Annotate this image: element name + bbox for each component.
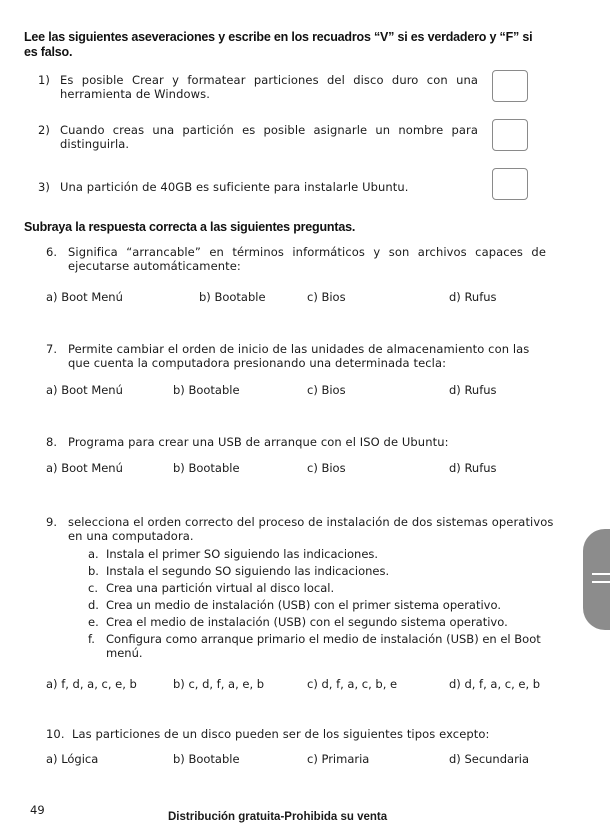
option-b[interactable]: b) c, d, f, a, e, b [173,677,265,691]
option-a[interactable]: a) Lógica [46,752,99,766]
step-text: Crea una partición virtual al disco local. [106,581,335,595]
option-d[interactable]: d) Rufus [449,383,497,397]
step-letter: f. [88,632,95,646]
tf-answer-box-2[interactable] [492,119,528,151]
step-letter: a. [88,547,99,561]
section2-instruction: Subraya la respuesta correcta a las siguientes preguntas. [24,220,356,234]
option-d[interactable]: d) Secundaria [449,752,530,766]
question-text: Significa “arrancable” en términos informáticos y son archivos capaces de ejecutarse automáticamente: [68,245,546,273]
option-c[interactable]: c) d, f, a, c, b, e [307,677,398,691]
option-c[interactable]: c) Bios [307,461,346,475]
tf-item-number: 1) [38,73,51,87]
step-letter: d. [88,598,99,612]
option-b[interactable]: b) Bootable [173,461,240,475]
question-text: Las particiones de un disco pueden ser de los siguientes tipos excepto: [72,727,490,741]
tf-answer-box-1[interactable] [492,70,528,102]
option-a[interactable]: a) Boot Menú [46,290,123,304]
step-letter: e. [88,615,99,629]
question-number: 8. [46,435,58,449]
question-text: Programa para crear una USB de arranque con el ISO de Ubuntu: [68,435,449,449]
step-text: Crea el medio de instalación (USB) con el segundo sistema operativo. [106,615,508,629]
side-menu-tab[interactable] [583,529,610,630]
step-text: Instala el primer SO siguiendo las indicaciones. [106,547,379,561]
question-number: 10. [46,727,65,741]
option-c[interactable]: c) Primaria [307,752,370,766]
tf-item-text: Cuando creas una partición es posible asignarle un nombre para distinguirla. [60,123,478,151]
option-a[interactable]: a) f, d, a, c, e, b [46,677,137,691]
footer-notice: Distribución gratuita-Prohibida su venta [168,811,388,823]
option-c[interactable]: c) Bios [307,290,346,304]
step-text: Crea un medio de instalación (USB) con el primer sistema operativo. [106,598,501,612]
tf-answer-box-3[interactable] [492,168,528,200]
question-number: 9. [46,515,58,529]
tf-item-number: 3) [38,180,51,194]
step-letter: c. [88,581,98,595]
tf-item-text: Es posible Crear y formatear particiones del disco duro con una herramienta de Windows. [60,73,478,101]
option-a[interactable]: a) Boot Menú [46,461,123,475]
question-text: Permite cambiar el orden de inicio de las unidades de almacenamiento con las que cuenta la computadora presionando una determinada tecla: [68,342,530,370]
question-number: 7. [46,342,58,356]
section1-instruction: Lee las siguientes aseveraciones y escribe en los recuadros “V” si es verdadero y “F” si es falso. [24,30,533,59]
option-d[interactable]: d) Rufus [449,461,497,475]
option-a[interactable]: a) Boot Menú [46,383,123,397]
tf-item-number: 2) [38,123,51,137]
option-b[interactable]: b) Bootable [173,383,240,397]
option-d[interactable]: d) d, f, a, c, e, b [449,677,541,691]
page-number: 49 [30,803,45,817]
option-c[interactable]: c) Bios [307,383,346,397]
question-number: 6. [46,245,58,259]
step-text: Instala el segundo SO siguiendo las indicaciones. [106,564,390,578]
step-letter: b. [88,564,99,578]
step-text: Configura como arranque primario el medio de instalación (USB) en el Boot menú. [106,632,541,660]
option-b[interactable]: b) Bootable [199,290,266,304]
tf-item-text: Una partición de 40GB es suficiente para instalarle Ubuntu. [60,180,409,194]
question-text: selecciona el orden correcto del proceso de instalación de dos sistemas operativos en una computadora. [68,515,554,543]
option-b[interactable]: b) Bootable [173,752,240,766]
option-d[interactable]: d) Rufus [449,290,497,304]
